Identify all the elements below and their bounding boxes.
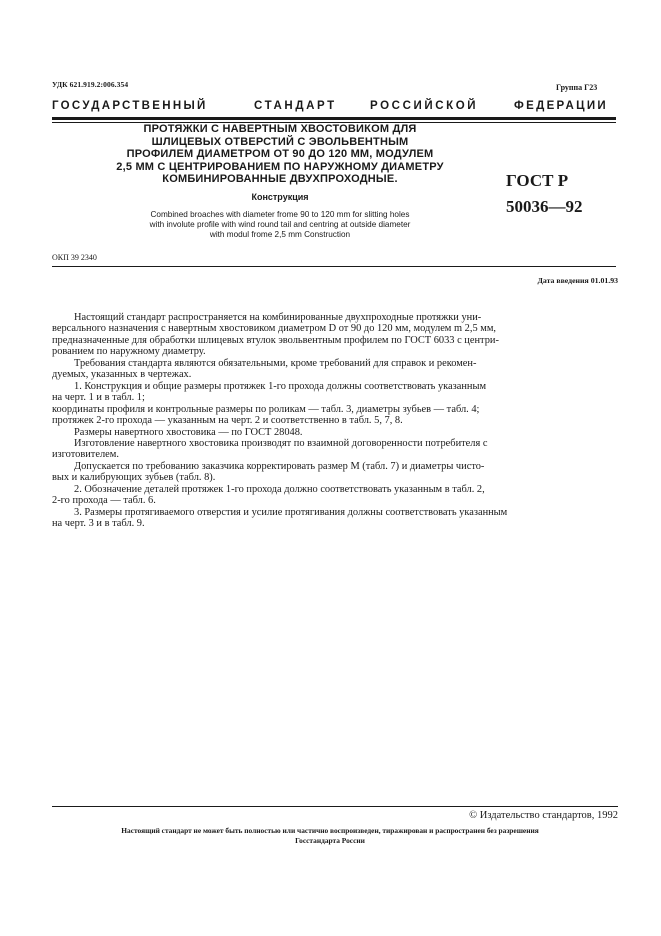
title-line: КОМБИНИРОВАННЫЕ ДВУХПРОХОДНЫЕ. xyxy=(162,173,398,186)
body-line: Требования стандарта являются обязательными, кроме требований для справок и рекомен- xyxy=(74,357,477,369)
body-line: изготовителем. xyxy=(52,449,119,461)
body-line: 3. Размеры протягиваемого отверстия и усилие протягивания должны соответствовать указанным xyxy=(74,506,508,518)
body-line: Изготовление навертного хвостовика производят по взаимной договоренности потребителя с xyxy=(74,437,488,449)
body-line: Настоящий стандарт распространяется на комбинированные двухпроходные протяжки уни- xyxy=(74,312,482,323)
okp-code: ОКП 39 2340 xyxy=(52,253,97,262)
gost-label: ГОСТ Р xyxy=(506,171,569,190)
body-line: Размеры навертного хвостовика — по ГОСТ 28048. xyxy=(74,426,303,438)
document-title xyxy=(90,123,470,186)
group-code: Группа Г23 xyxy=(556,83,598,92)
body-line: на черт. 3 и в табл. 9. xyxy=(52,518,145,530)
body-line: на черт. 1 и в табл. 1; xyxy=(52,392,145,404)
body-text xyxy=(52,312,618,530)
body-line: Допускается по требованию заказчика корректировать размер M (табл. 7) и диаметры чисто- xyxy=(74,460,485,472)
header-rule-thick xyxy=(52,117,616,120)
section-rule xyxy=(52,266,616,267)
gost-code: 50036—92 xyxy=(506,197,583,216)
notice-line: Госстандарта России xyxy=(295,836,365,845)
body-line: 1. Конструкция и общие размеры протяжек 1-го прохода должны соответствовать указанным xyxy=(74,380,487,392)
gost-number xyxy=(506,168,618,220)
body-line: 2. Обозначение деталей протяжек 1-го прохода должно соответствовать указанным в табл. 2, xyxy=(74,483,485,495)
title-line: ПРОТЯЖКИ С НАВЕРТНЫМ ХВОСТОВИКОМ ДЛЯ xyxy=(143,123,417,135)
body-line: 2-го прохода — табл. 6. xyxy=(52,495,156,507)
notice-line: Настоящий стандарт не может быть полностью или частично воспроизведен, тиражирован и распространен без разрешения xyxy=(121,826,539,835)
title-line: ПРОФИЛЕМ ДИАМЕТРОМ ОТ 90 ДО 120 ММ, МОДУЛЕМ xyxy=(126,148,434,161)
effective-date: Дата введения 01.01.93 xyxy=(537,276,618,285)
body-line: протяжек 2-го прохода — указанным на черт. 2 и соответственно в табл. 5, 7, 8. xyxy=(52,415,403,427)
footer-rule xyxy=(52,806,618,807)
title-line: 2,5 ММ С ЦЕНТРИРОВАНИЕМ ПО НАРУЖНОМУ ДИАМЕТРУ xyxy=(116,160,444,173)
english-line: Combined broaches with diameter frome 90 to 120 mm for slitting holes xyxy=(150,210,410,219)
english-title xyxy=(80,210,480,241)
body-line: координаты профиля и контрольные размеры по роликам — табл. 3, диаметры зубьев — табл. 4; xyxy=(52,403,480,415)
body-line: рованием по наружному диаметру. xyxy=(52,346,206,358)
title-line: ШЛИЦЕВЫХ ОТВЕРСТИЙ С ЭВОЛЬВЕНТНЫМ xyxy=(151,135,409,148)
header-word: РОССИЙСКОЙ xyxy=(370,100,479,112)
header-word: ФЕДЕРАЦИИ xyxy=(514,100,608,112)
copyright: © Издательство стандартов, 1992 xyxy=(469,810,618,821)
header-word: СТАНДАРТ xyxy=(254,100,337,112)
body-line: предназначенные для обработки шлицевых втулок эвольвентным профилем по ГОСТ 6033 с центри- xyxy=(52,334,499,346)
english-line: with modul frome 2,5 mm Construction xyxy=(209,230,351,240)
subtitle-construction: Конструкция xyxy=(251,192,309,202)
body-line: версального назначения с навертным хвостовиком диаметром D от 90 до 120 мм, модулем m 2,5 мм, xyxy=(52,323,496,335)
body-line: дуемых, указанных в чертежах. xyxy=(52,369,192,381)
body-line: вых и калибрующих зубьев (табл. 8). xyxy=(52,472,216,484)
udk-code: УДК 621.919.2:006.354 xyxy=(52,80,129,89)
english-line: with involute profile with wind round tail and centring at outside diameter xyxy=(149,220,411,230)
header-word: ГОСУДАРСТВЕННЫЙ xyxy=(52,100,208,112)
reproduction-notice xyxy=(30,826,630,846)
